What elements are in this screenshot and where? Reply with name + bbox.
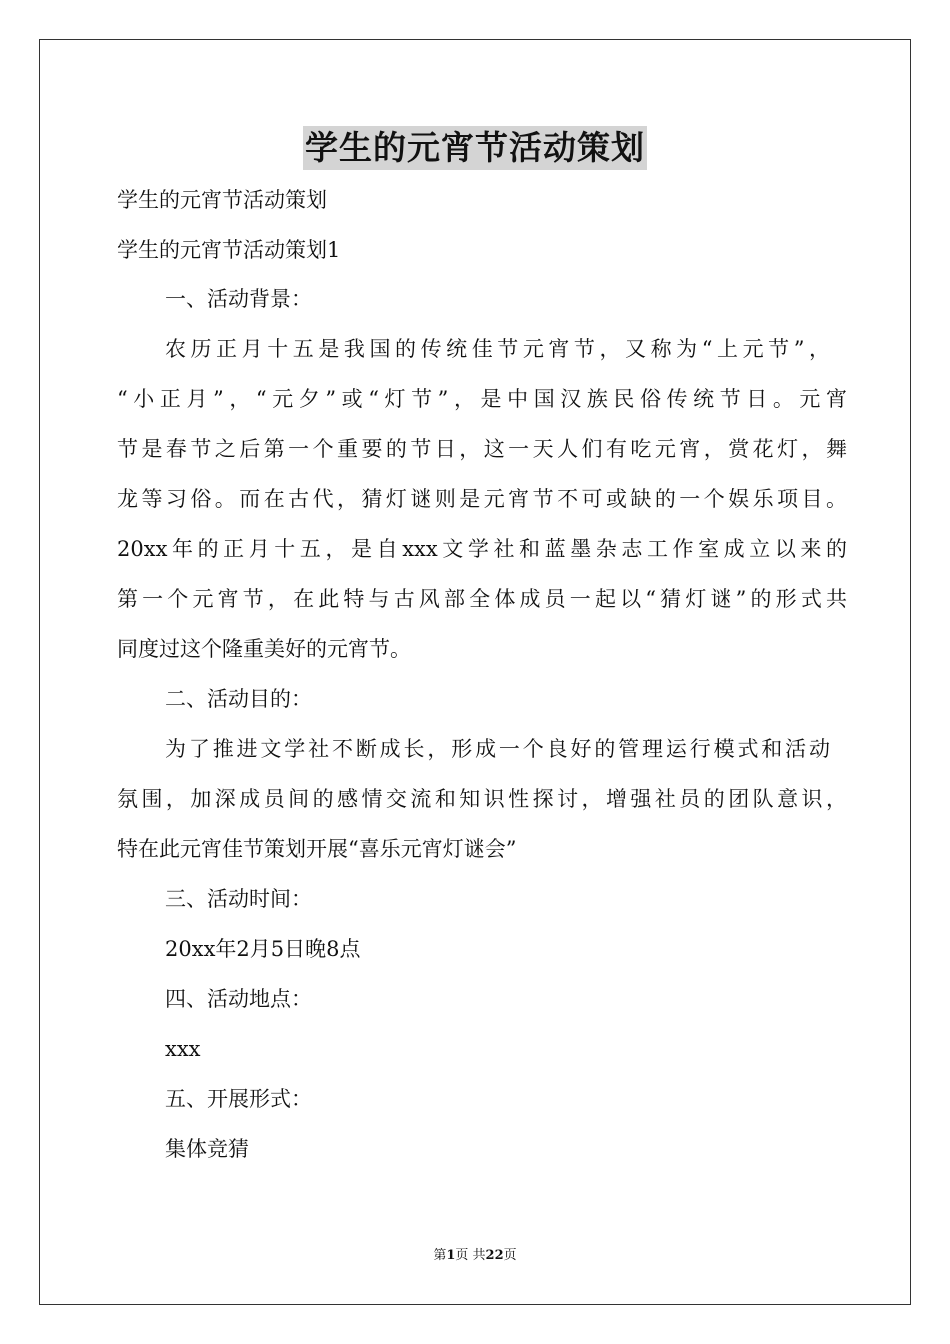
event-place: xxx (165, 1037, 201, 1061)
subtitle: 学生的元宵节活动策划 (117, 188, 327, 212)
paragraph-line: 龙等习俗。而在古代，猜灯谜则是元宵节不可或缺的一个娱乐项目。 (117, 487, 847, 511)
footer-page-mid: 页 共 (455, 1248, 486, 1263)
page-footer (0, 1247, 950, 1265)
footer-page-number: 1 (446, 1248, 456, 1263)
heading-place: 四、活动地点： (165, 987, 312, 1011)
paragraph-line: 氛围，加深成员间的感情交流和知识性探讨，增强社员的团队意识， (117, 787, 847, 811)
paragraph-line: 农历正月十五是我国的传统佳节元宵节，又称为“上元节”， (165, 337, 830, 361)
event-time: 20xx年2月5日晚8点 (165, 937, 361, 961)
heading-form: 五、开展形式： (165, 1087, 312, 1111)
footer-page-prefix: 第 (433, 1248, 447, 1263)
page-border (39, 39, 911, 1305)
paragraph-line: 为了推进文学社不断成长，形成一个良好的管理运行模式和活动 (165, 737, 830, 761)
section-title: 学生的元宵节活动策划1 (117, 238, 341, 262)
paragraph-line: 20xx年的正月十五，是自xxx文学社和蓝墨杂志工作室成立以来的 (117, 537, 847, 561)
paragraph-line: 同度过这个隆重美好的元宵节。 (117, 637, 411, 661)
paragraph-line: “小正月”，“元夕”或“灯节”，是中国汉族民俗传统节日。元宵 (117, 387, 847, 411)
paragraph-line: 节是春节之后第一个重要的节日，这一天人们有吃元宵，赏花灯，舞 (117, 437, 847, 461)
title-container (0, 126, 950, 170)
footer-page-total: 22 (485, 1248, 504, 1263)
paragraph-line: 特在此元宵佳节策划开展“喜乐元宵灯谜会” (117, 837, 517, 861)
heading-background: 一、活动背景： (165, 287, 312, 311)
heading-purpose: 二、活动目的： (165, 687, 312, 711)
document-title: 学生的元宵节活动策划 (303, 126, 647, 170)
event-form: 集体竞猜 (165, 1137, 249, 1161)
footer-page-suffix: 页 (503, 1248, 517, 1263)
paragraph-line: 第一个元宵节，在此特与古风部全体成员一起以“猜灯谜”的形式共 (117, 587, 847, 611)
heading-time: 三、活动时间： (165, 887, 312, 911)
